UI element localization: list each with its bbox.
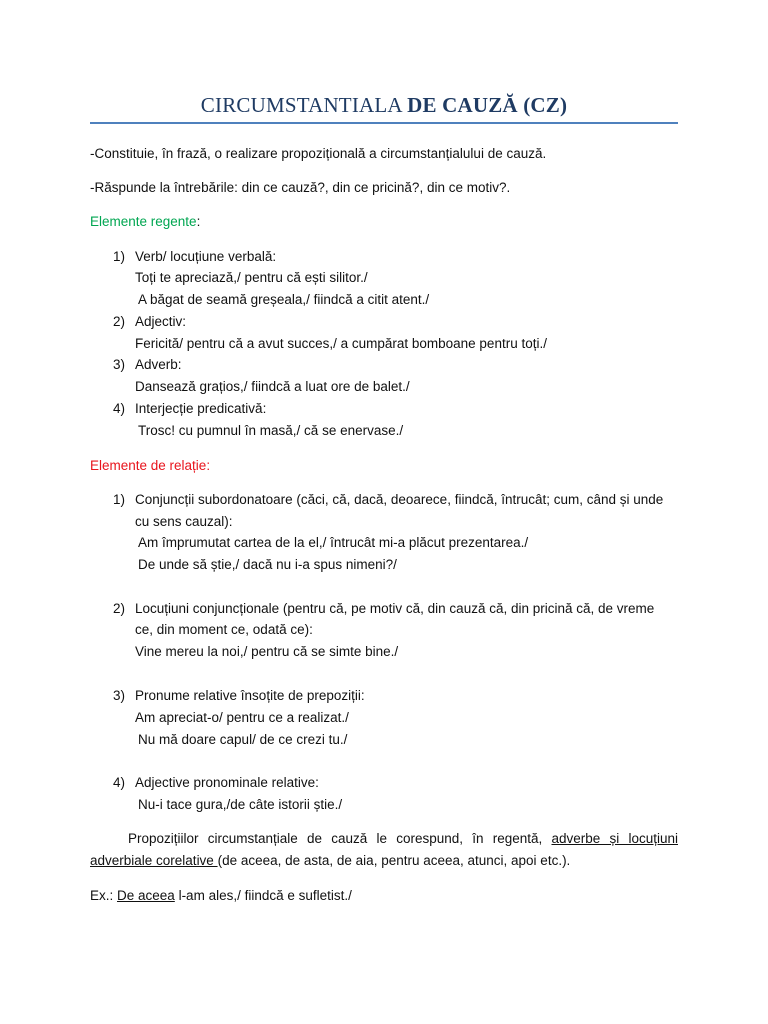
paragraph-line-1 — [90, 831, 678, 846]
title-underline-rule — [90, 122, 678, 124]
paragraph-text-rest: (de aceea, de asta, de aia, pentru aceea, atunci, apoi etc.). — [217, 853, 571, 868]
title-normal: CIRCUMSTANTIALA — [200, 93, 408, 117]
list-item-label-continued: ce, din moment ce, odată ce): — [135, 622, 313, 637]
paragraph-line-2 — [90, 853, 570, 868]
list-item-label-continued: cu sens cauzal): — [135, 514, 233, 529]
example-sentence: Dansează grațios,/ fiindcă a luat ore de balet./ — [135, 379, 410, 394]
example-sentence: Am împrumutat cartea de la el,/ întrucât mi-a plăcut prezentarea./ — [138, 535, 529, 550]
list-item-label: Pronume relative însoțite de prepoziții: — [135, 688, 365, 703]
list-item-label: Conjuncții subordonatoare (căci, că, dacă, deoarece, fiindcă, întrucât; cum, când și unde — [135, 492, 664, 507]
list-number: 2) — [113, 601, 126, 616]
example-line — [90, 888, 352, 903]
example-prefix: Ex.: — [90, 888, 118, 903]
paragraph-underlined-term-continued: adverbiale corelative — [90, 853, 218, 868]
example-sentence: Am apreciat-o/ pentru ce a realizat./ — [135, 710, 349, 725]
regente-heading — [90, 214, 200, 229]
regente-heading-colon: : — [196, 214, 201, 229]
list-number: 4) — [113, 775, 126, 790]
example-sentence: Nu-i tace gura,/de câte istorii știe./ — [138, 797, 343, 812]
list-item-label: Verb/ locuțiune verbală: — [135, 249, 277, 264]
page-title — [90, 93, 678, 118]
list-item-label: Adverb: — [135, 357, 182, 372]
list-number: 1) — [113, 492, 126, 507]
example-sentence: Vine mereu la noi,/ pentru că se simte bine./ — [135, 644, 399, 659]
list-item-label: Adjective pronominale relative: — [135, 775, 319, 790]
regente-heading-text: Elemente regente — [90, 214, 197, 229]
relatie-heading: Elemente de relație: — [90, 458, 211, 473]
title-bold: DE CAUZĂ (CZ) — [407, 93, 568, 117]
example-sentence: De unde să știe,/ dacă nu i-a spus nimeni?/ — [138, 557, 397, 572]
list-number: 4) — [113, 401, 126, 416]
paragraph-text-start: Propozițiilor circumstanțiale de cauză le corespund, în regentă, — [128, 831, 543, 846]
example-sentence: Nu mă doare capul/ de ce crezi tu./ — [138, 732, 348, 747]
example-sentence: Fericită/ pentru că a avut succes,/ a cumpărat bomboane pentru toți./ — [135, 336, 547, 351]
list-item-label: Locuțiuni conjuncționale (pentru că, pe motiv că, din cauză că, din pricină că, de vreme — [135, 601, 655, 616]
intro-line-2: -Răspunde la întrebările: din ce cauză?, din ce pricină?, din ce motiv?. — [90, 180, 511, 195]
list-item-label: Adjectiv: — [135, 314, 187, 329]
list-number: 2) — [113, 314, 126, 329]
example-sentence: A băgat de seamă greșeala,/ fiindcă a citit atent./ — [138, 292, 430, 307]
example-sentence: Toți te apreciază,/ pentru că ești silitor./ — [135, 270, 368, 285]
list-number: 3) — [113, 357, 126, 372]
example-rest: l-am ales,/ fiindcă e sufletist./ — [174, 888, 352, 903]
list-number: 1) — [113, 249, 126, 264]
example-sentence: Trosc! cu pumnul în masă,/ că se enervase./ — [138, 423, 404, 438]
intro-line-1: -Constituie, în frază, o realizare propozițională a circumstanțialului de cauză. — [90, 146, 547, 161]
list-item-label: Interjecție predicativă: — [135, 401, 267, 416]
paragraph-underlined-term: adverbe și locuțiuni — [551, 831, 678, 846]
example-underlined: De aceea — [117, 888, 175, 903]
list-number: 3) — [113, 688, 126, 703]
